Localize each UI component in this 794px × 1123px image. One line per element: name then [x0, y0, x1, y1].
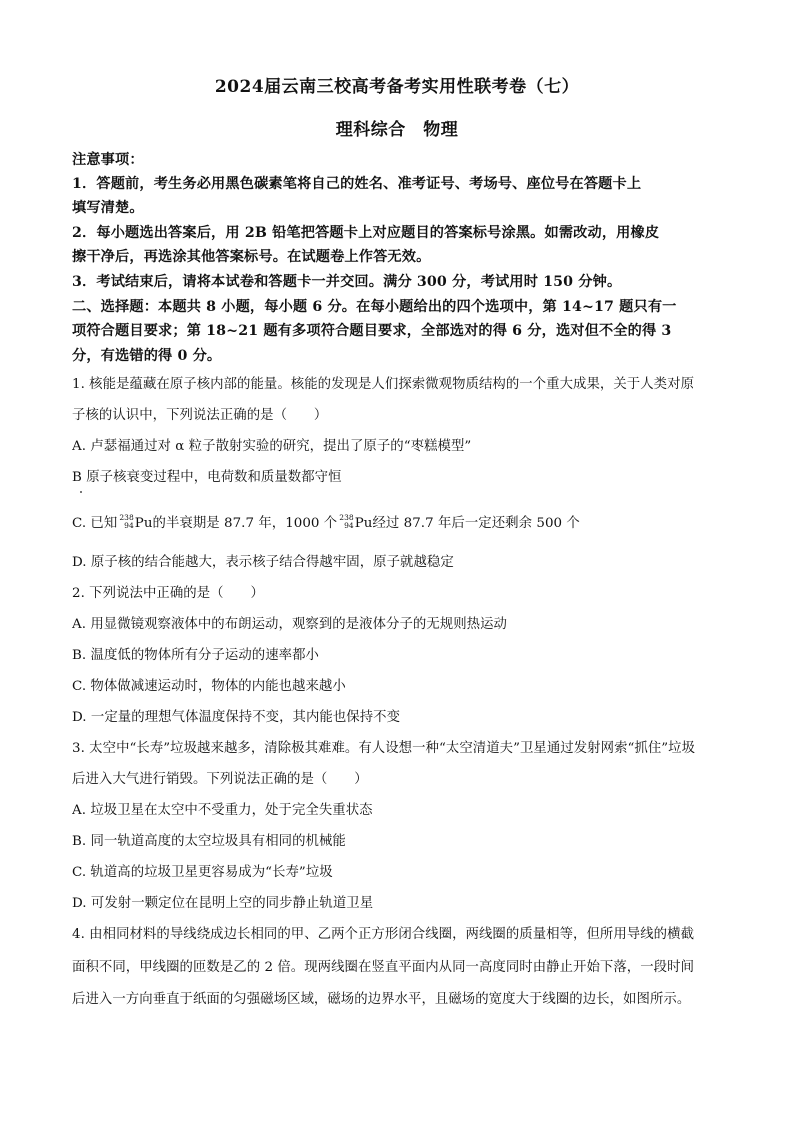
q3-option-a: A. 垃圾卫星在太空中不受重力，处于完全失重状态	[72, 803, 373, 818]
q1-option-d: D. 原子核的结合能越大，表示核子结合得越牢固，原子就越稳定	[72, 555, 454, 570]
isotope-symbol-2: Pu	[354, 516, 373, 531]
isotope-symbol: Pu	[134, 516, 153, 531]
q1-option-c-middle: 的半衰期是 87.7 年，1000 个	[152, 516, 338, 531]
exam-title: 2024届云南三校高考备考实用性联考卷（七）	[214, 77, 580, 97]
q3-option-c: C. 轨道高的垃圾卫星更容易成为“长寿”垃圾	[72, 865, 333, 880]
q1-option-c-prefix: C. 已知	[72, 516, 118, 531]
q3-option-d: D. 可发射一颗定位在昆明上空的同步静止轨道卫星	[72, 896, 374, 911]
q2-option-d: D. 一定量的理想气体温度保持不变，其内能也保持不变	[72, 710, 401, 725]
scan-dot	[80, 491, 82, 493]
section-instructions-line-2: 项符合题目要求；第 18~21 题有多项符合题目要求，全部选对的得 6 分，选对但不全的得 3	[72, 323, 672, 339]
q4-stem-line-3: 后进入一方向垂直于纸面的匀强磁场区域，磁场的边界水平，且磁场的宽度大于线圈的边长，如图所示。	[72, 992, 691, 1007]
q1-stem-line-2: 子核的认识中，下列说法正确的是（ ）	[72, 408, 328, 423]
isotope-mass-number: 238	[119, 512, 134, 522]
isotope-notation	[119, 514, 133, 530]
q2-stem: 2. 下列说法中正确的是（ ）	[72, 586, 264, 601]
note-2-line-1: 2．每小题选出答案后，用 2B 铅笔把答题卡上对应题目的答案标号涂黑。如需改动，用橡皮	[72, 225, 660, 241]
exam-subtitle: 理科综合 物理	[335, 120, 459, 140]
section-instructions-line-3: 分，有选错的得 0 分。	[72, 348, 222, 364]
note-1-line-2: 填写清楚。	[72, 200, 144, 216]
note-2-line-2: 擦干净后，再选涂其他答案标号。在试题卷上作答无效。	[72, 249, 431, 265]
notes-heading: 注意事项：	[72, 152, 144, 168]
note-3: 3．考试结束后，请将本试卷和答题卡一并交回。满分 300 分，考试用时 150 分钟。	[72, 274, 622, 290]
q2-option-a: A. 用显微镜观察液体中的布朗运动，观察到的是液体分子的无规则热运动	[72, 617, 507, 632]
q1-option-a: A. 卢瑟福通过对 α 粒子散射实验的研究，提出了原子的“枣糕模型”	[72, 439, 472, 454]
q4-stem-line-1: 4. 由相同材料的导线绕成边长相同的甲、乙两个正方形闭合线圈，两线圈的质量相等，但所用导线的横截	[72, 927, 695, 942]
q4-stem-line-2: 面积不同，甲线圈的匝数是乙的 2 倍。现两线圈在竖直平面内从同一高度同时由静止开始下落，一段时间	[72, 960, 695, 975]
q2-option-b: B. 温度低的物体所有分子运动的速率都小	[72, 648, 319, 663]
isotope-atomic-number-2: 94	[344, 520, 354, 530]
isotope-atomic-number: 94	[124, 520, 134, 530]
section-instructions-line-1: 二、选择题：本题共 8 小题，每小题 6 分。在每小题给出的四个选项中，第 14~17 题只有一	[72, 299, 677, 315]
note-1-line-1: 1．答题前，考生务必用黑色碳素笔将自己的姓名、准考证号、考场号、座位号在答题卡上	[72, 176, 642, 192]
q2-option-c: C. 物体做减速运动时，物体的内能也越来越小	[72, 679, 346, 694]
q3-stem-line-2: 后进入大气进行销毁。下列说法正确的是（ ）	[72, 772, 368, 787]
q1-stem-line-1: 1. 核能是蕴藏在原子核内部的能量。核能的发现是人们探索微观物质结构的一个重大成果，关于人类对原	[72, 377, 695, 392]
q3-option-b: B. 同一轨道高度的太空垃圾具有相同的机械能	[72, 834, 346, 849]
q3-stem-line-1: 3. 太空中“长寿”垃圾越来越多，清除极其难难。有人设想一种“太空清道夫”卫星通过发射网索“抓住”垃圾	[72, 741, 696, 756]
q1-option-c	[72, 512, 732, 532]
isotope-mass-number-2: 238	[339, 512, 354, 522]
q1-option-c-suffix: 经过 87.7 年后一定还剩余 500 个	[372, 516, 580, 531]
q1-option-b: B 原子核衰变过程中，电荷数和质量数都守恒	[72, 470, 342, 485]
isotope-notation-2	[339, 514, 353, 530]
